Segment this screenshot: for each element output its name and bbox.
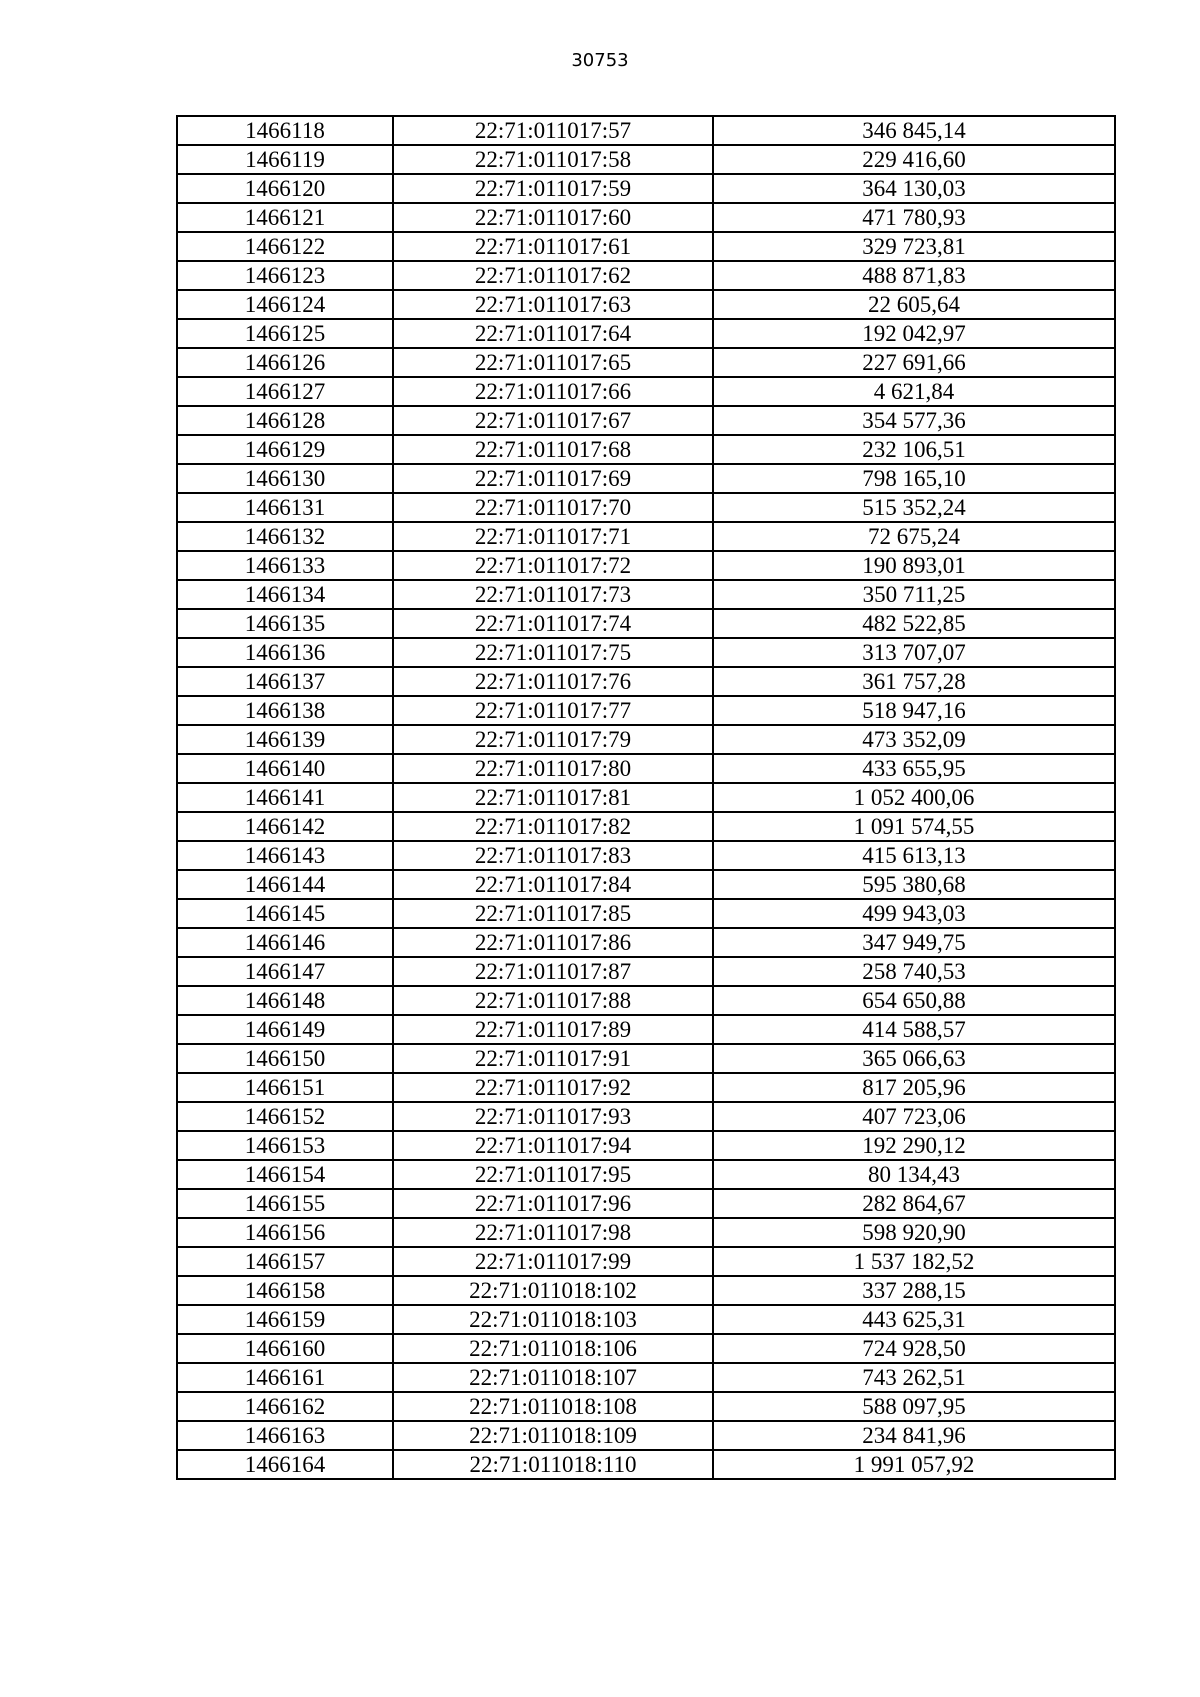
cadastral-number-cell: 22:71:011017:93	[393, 1102, 713, 1131]
cadastral-number-cell: 22:71:011018:110	[393, 1450, 713, 1479]
cadastral-number-cell: 22:71:011018:109	[393, 1421, 713, 1450]
table-body	[177, 116, 1115, 1479]
row-number-cell: 1466151	[177, 1073, 393, 1102]
table-row	[177, 638, 1115, 667]
cadastral-number-cell: 22:71:011018:108	[393, 1392, 713, 1421]
table-row	[177, 1247, 1115, 1276]
row-number-cell: 1466152	[177, 1102, 393, 1131]
cadastral-value-cell: 192 042,97	[713, 319, 1115, 348]
row-number-cell: 1466125	[177, 319, 393, 348]
cadastral-number-cell: 22:71:011017:60	[393, 203, 713, 232]
table-row	[177, 522, 1115, 551]
cadastral-value-table	[176, 115, 1116, 1480]
cadastral-number-cell: 22:71:011017:98	[393, 1218, 713, 1247]
cadastral-value-cell: 518 947,16	[713, 696, 1115, 725]
row-number-cell: 1466157	[177, 1247, 393, 1276]
cadastral-number-cell: 22:71:011018:106	[393, 1334, 713, 1363]
cadastral-value-cell: 488 871,83	[713, 261, 1115, 290]
cadastral-number-cell: 22:71:011017:68	[393, 435, 713, 464]
cadastral-value-cell: 443 625,31	[713, 1305, 1115, 1334]
cadastral-number-cell: 22:71:011017:85	[393, 899, 713, 928]
cadastral-value-cell: 258 740,53	[713, 957, 1115, 986]
row-number-cell: 1466126	[177, 348, 393, 377]
cadastral-number-cell: 22:71:011017:83	[393, 841, 713, 870]
cadastral-value-cell: 350 711,25	[713, 580, 1115, 609]
cadastral-number-cell: 22:71:011017:82	[393, 812, 713, 841]
table-row	[177, 232, 1115, 261]
page-number: 30753	[571, 50, 629, 71]
row-number-cell: 1466139	[177, 725, 393, 754]
cadastral-number-cell: 22:71:011017:75	[393, 638, 713, 667]
cadastral-number-cell: 22:71:011017:84	[393, 870, 713, 899]
cadastral-value-cell: 346 845,14	[713, 116, 1115, 145]
row-number-cell: 1466143	[177, 841, 393, 870]
row-number-cell: 1466149	[177, 1015, 393, 1044]
cadastral-value-cell: 80 134,43	[713, 1160, 1115, 1189]
cadastral-number-cell: 22:71:011017:72	[393, 551, 713, 580]
cadastral-number-cell: 22:71:011017:62	[393, 261, 713, 290]
cadastral-value-cell: 329 723,81	[713, 232, 1115, 261]
row-number-cell: 1466145	[177, 899, 393, 928]
table-row	[177, 1334, 1115, 1363]
table-row	[177, 1073, 1115, 1102]
cadastral-value-cell: 4 621,84	[713, 377, 1115, 406]
cadastral-value-cell: 22 605,64	[713, 290, 1115, 319]
row-number-cell: 1466162	[177, 1392, 393, 1421]
table-row	[177, 435, 1115, 464]
row-number-cell: 1466159	[177, 1305, 393, 1334]
row-number-cell: 1466136	[177, 638, 393, 667]
row-number-cell: 1466156	[177, 1218, 393, 1247]
table-row	[177, 319, 1115, 348]
table-row	[177, 174, 1115, 203]
cadastral-number-cell: 22:71:011017:79	[393, 725, 713, 754]
cadastral-value-cell: 361 757,28	[713, 667, 1115, 696]
row-number-cell: 1466147	[177, 957, 393, 986]
cadastral-value-cell: 743 262,51	[713, 1363, 1115, 1392]
cadastral-number-cell: 22:71:011017:86	[393, 928, 713, 957]
table-row	[177, 696, 1115, 725]
table-row	[177, 1305, 1115, 1334]
cadastral-value-cell: 817 205,96	[713, 1073, 1115, 1102]
cadastral-value-cell: 1 991 057,92	[713, 1450, 1115, 1479]
cadastral-number-cell: 22:71:011017:73	[393, 580, 713, 609]
cadastral-value-cell: 473 352,09	[713, 725, 1115, 754]
table-row	[177, 551, 1115, 580]
table-row	[177, 145, 1115, 174]
row-number-cell: 1466158	[177, 1276, 393, 1305]
table-row	[177, 1218, 1115, 1247]
row-number-cell: 1466138	[177, 696, 393, 725]
cadastral-number-cell: 22:71:011017:88	[393, 986, 713, 1015]
cadastral-number-cell: 22:71:011018:107	[393, 1363, 713, 1392]
table-row	[177, 116, 1115, 145]
cadastral-number-cell: 22:71:011017:59	[393, 174, 713, 203]
table-row	[177, 464, 1115, 493]
row-number-cell: 1466118	[177, 116, 393, 145]
table-row	[177, 1160, 1115, 1189]
table-row	[177, 957, 1115, 986]
cadastral-number-cell: 22:71:011017:67	[393, 406, 713, 435]
table-row	[177, 1131, 1115, 1160]
cadastral-value-cell: 72 675,24	[713, 522, 1115, 551]
row-number-cell: 1466144	[177, 870, 393, 899]
cadastral-value-cell: 234 841,96	[713, 1421, 1115, 1450]
row-number-cell: 1466164	[177, 1450, 393, 1479]
table-row	[177, 348, 1115, 377]
cadastral-value-cell: 515 352,24	[713, 493, 1115, 522]
cadastral-value-cell: 595 380,68	[713, 870, 1115, 899]
table-row	[177, 841, 1115, 870]
table-row	[177, 1450, 1115, 1479]
cadastral-value-cell: 407 723,06	[713, 1102, 1115, 1131]
cadastral-number-cell: 22:71:011017:65	[393, 348, 713, 377]
cadastral-value-cell: 724 928,50	[713, 1334, 1115, 1363]
table-row	[177, 1392, 1115, 1421]
cadastral-value-cell: 229 416,60	[713, 145, 1115, 174]
table-row	[177, 261, 1115, 290]
cadastral-value-cell: 598 920,90	[713, 1218, 1115, 1247]
row-number-cell: 1466137	[177, 667, 393, 696]
row-number-cell: 1466150	[177, 1044, 393, 1073]
cadastral-number-cell: 22:71:011017:63	[393, 290, 713, 319]
cadastral-value-cell: 1 052 400,06	[713, 783, 1115, 812]
row-number-cell: 1466163	[177, 1421, 393, 1450]
cadastral-value-cell: 282 864,67	[713, 1189, 1115, 1218]
cadastral-number-cell: 22:71:011018:103	[393, 1305, 713, 1334]
row-number-cell: 1466142	[177, 812, 393, 841]
row-number-cell: 1466153	[177, 1131, 393, 1160]
table-row	[177, 1015, 1115, 1044]
cadastral-number-cell: 22:71:011017:92	[393, 1073, 713, 1102]
table-row	[177, 1044, 1115, 1073]
cadastral-number-cell: 22:71:011017:96	[393, 1189, 713, 1218]
cadastral-value-cell: 588 097,95	[713, 1392, 1115, 1421]
row-number-cell: 1466130	[177, 464, 393, 493]
cadastral-number-cell: 22:71:011017:76	[393, 667, 713, 696]
row-number-cell: 1466119	[177, 145, 393, 174]
cadastral-value-cell: 499 943,03	[713, 899, 1115, 928]
table-row	[177, 203, 1115, 232]
cadastral-value-cell: 798 165,10	[713, 464, 1115, 493]
row-number-cell: 1466155	[177, 1189, 393, 1218]
row-number-cell: 1466123	[177, 261, 393, 290]
row-number-cell: 1466134	[177, 580, 393, 609]
table-row	[177, 725, 1115, 754]
cadastral-value-cell: 365 066,63	[713, 1044, 1115, 1073]
cadastral-number-cell: 22:71:011017:69	[393, 464, 713, 493]
row-number-cell: 1466160	[177, 1334, 393, 1363]
table-row	[177, 406, 1115, 435]
row-number-cell: 1466127	[177, 377, 393, 406]
row-number-cell: 1466120	[177, 174, 393, 203]
table-row	[177, 1189, 1115, 1218]
row-number-cell: 1466133	[177, 551, 393, 580]
cadastral-value-cell: 1 537 182,52	[713, 1247, 1115, 1276]
cadastral-number-cell: 22:71:011017:64	[393, 319, 713, 348]
cadastral-value-cell: 313 707,07	[713, 638, 1115, 667]
table-row	[177, 1421, 1115, 1450]
cadastral-number-cell: 22:71:011017:74	[393, 609, 713, 638]
table-row	[177, 928, 1115, 957]
cadastral-number-cell: 22:71:011017:61	[393, 232, 713, 261]
cadastral-number-cell: 22:71:011017:57	[393, 116, 713, 145]
cadastral-value-cell: 347 949,75	[713, 928, 1115, 957]
cadastral-value-cell: 415 613,13	[713, 841, 1115, 870]
cadastral-number-cell: 22:71:011017:95	[393, 1160, 713, 1189]
row-number-cell: 1466154	[177, 1160, 393, 1189]
row-number-cell: 1466146	[177, 928, 393, 957]
table-row	[177, 986, 1115, 1015]
row-number-cell: 1466148	[177, 986, 393, 1015]
table-row	[177, 580, 1115, 609]
row-number-cell: 1466122	[177, 232, 393, 261]
cadastral-number-cell: 22:71:011017:77	[393, 696, 713, 725]
table-row	[177, 493, 1115, 522]
row-number-cell: 1466121	[177, 203, 393, 232]
cadastral-number-cell: 22:71:011017:70	[393, 493, 713, 522]
cadastral-number-cell: 22:71:011017:71	[393, 522, 713, 551]
table-row	[177, 290, 1115, 319]
row-number-cell: 1466132	[177, 522, 393, 551]
cadastral-number-cell: 22:71:011017:66	[393, 377, 713, 406]
row-number-cell: 1466131	[177, 493, 393, 522]
table-row	[177, 1102, 1115, 1131]
cadastral-value-cell: 337 288,15	[713, 1276, 1115, 1305]
cadastral-value-cell: 354 577,36	[713, 406, 1115, 435]
cadastral-value-cell: 414 588,57	[713, 1015, 1115, 1044]
cadastral-value-cell: 482 522,85	[713, 609, 1115, 638]
cadastral-value-cell: 471 780,93	[713, 203, 1115, 232]
cadastral-value-cell: 364 130,03	[713, 174, 1115, 203]
cadastral-value-cell: 190 893,01	[713, 551, 1115, 580]
cadastral-value-cell: 232 106,51	[713, 435, 1115, 464]
table-row	[177, 899, 1115, 928]
row-number-cell: 1466124	[177, 290, 393, 319]
table-row	[177, 1276, 1115, 1305]
cadastral-value-cell: 192 290,12	[713, 1131, 1115, 1160]
cadastral-number-cell: 22:71:011017:91	[393, 1044, 713, 1073]
cadastral-number-cell: 22:71:011017:89	[393, 1015, 713, 1044]
cadastral-value-cell: 227 691,66	[713, 348, 1115, 377]
cadastral-value-cell: 1 091 574,55	[713, 812, 1115, 841]
cadastral-number-cell: 22:71:011017:94	[393, 1131, 713, 1160]
table-row	[177, 812, 1115, 841]
table-row	[177, 783, 1115, 812]
cadastral-number-cell: 22:71:011017:99	[393, 1247, 713, 1276]
table-row	[177, 377, 1115, 406]
table-row	[177, 754, 1115, 783]
cadastral-number-cell: 22:71:011017:58	[393, 145, 713, 174]
row-number-cell: 1466140	[177, 754, 393, 783]
row-number-cell: 1466135	[177, 609, 393, 638]
row-number-cell: 1466128	[177, 406, 393, 435]
table-row	[177, 667, 1115, 696]
row-number-cell: 1466141	[177, 783, 393, 812]
table-row	[177, 1363, 1115, 1392]
table-row	[177, 609, 1115, 638]
cadastral-number-cell: 22:71:011017:80	[393, 754, 713, 783]
cadastral-value-cell: 654 650,88	[713, 986, 1115, 1015]
cadastral-number-cell: 22:71:011017:81	[393, 783, 713, 812]
cadastral-value-cell: 433 655,95	[713, 754, 1115, 783]
row-number-cell: 1466129	[177, 435, 393, 464]
cadastral-number-cell: 22:71:011018:102	[393, 1276, 713, 1305]
row-number-cell: 1466161	[177, 1363, 393, 1392]
table-row	[177, 870, 1115, 899]
cadastral-number-cell: 22:71:011017:87	[393, 957, 713, 986]
